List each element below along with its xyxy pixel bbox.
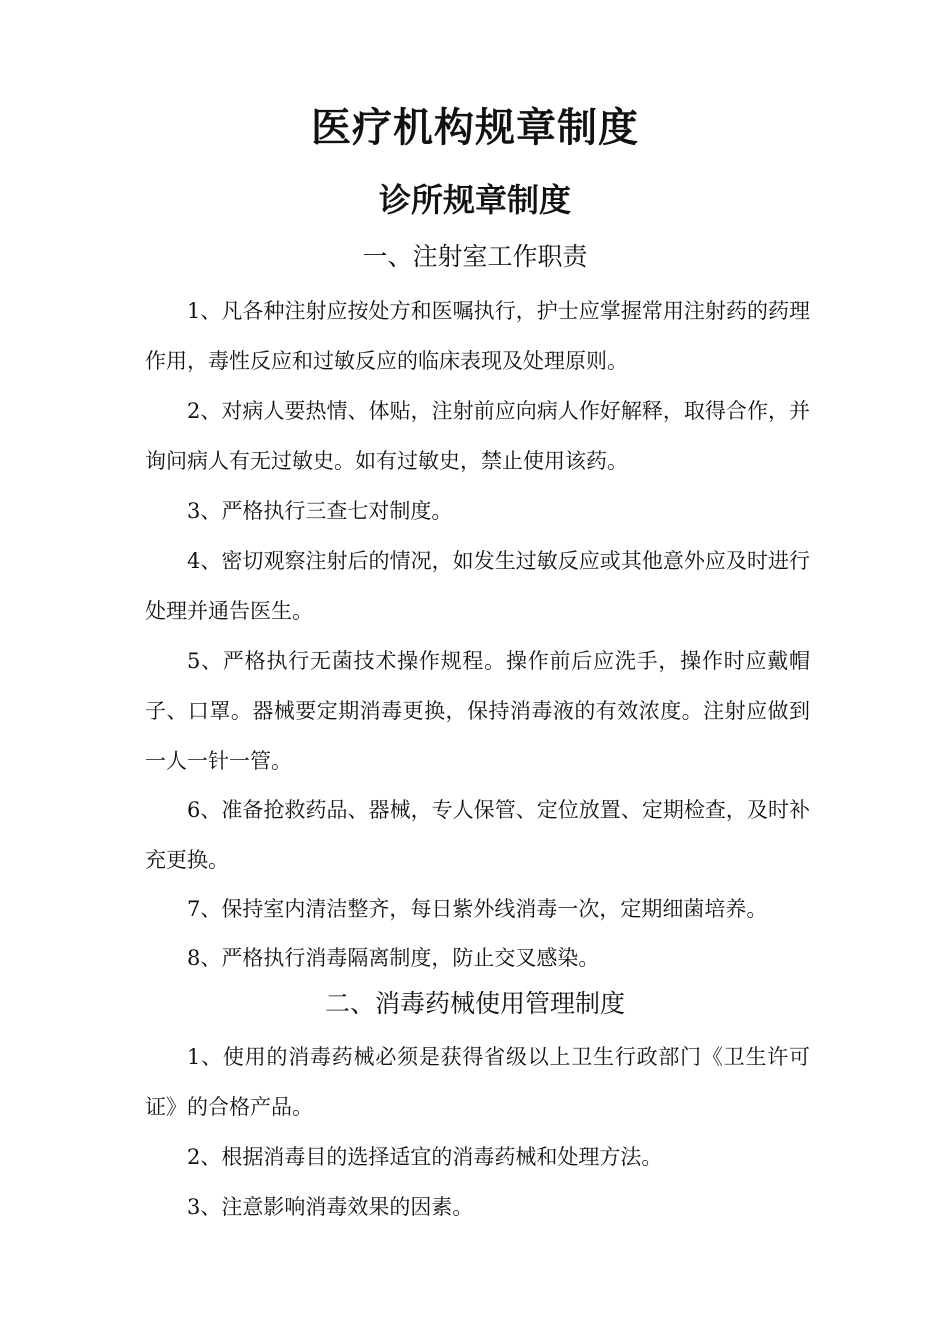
list-item: 2、对病人要热情、体贴，注射前应向病人作好解释，取得合作，并询问病人有无过敏史。如有过敏史，禁止使用该药。 xyxy=(145,399,810,473)
document-subtitle: 诊所规章制度 xyxy=(378,181,571,219)
list-item: 5、严格执行无菌技术操作规程。操作前后应洗手，操作时应戴帽子、口罩。器械要定期消毒更换，保持消毒液的有效浓度。注射应做到一人一针一管。 xyxy=(145,649,810,773)
document-title: 医疗机构规章制度 xyxy=(311,104,639,151)
list-item: 4、密切观察注射后的情况，如发生过敏反应或其他意外应及时进行处理并通告医生。 xyxy=(145,549,810,623)
list-item: 1、使用的消毒药械必须是获得省级以上卫生行政部门《卫生许可证》的合格产品。 xyxy=(145,1045,810,1119)
list-item: 8、严格执行消毒隔离制度，防止交叉感染。 xyxy=(187,946,600,970)
list-item: 1、凡各种注射应按处方和医嘱执行，护士应掌握常用注射药的药理作用，毒性反应和过敏反应的临床表现及处理原则。 xyxy=(145,299,810,373)
list-item: 3、严格执行三查七对制度。 xyxy=(187,499,453,523)
section-heading-injection-room: 一、注射室工作职责 xyxy=(362,242,588,271)
list-item: 6、准备抢救药品、器械，专人保管、定位放置、定期检查，及时补充更换。 xyxy=(145,798,810,872)
list-item: 7、保持室内清洁整齐，每日紫外线消毒一次，定期细菌培养。 xyxy=(187,897,768,921)
list-item: 3、注意影响消毒效果的因素。 xyxy=(187,1195,474,1219)
section-heading-disinfection: 二、消毒药械使用管理制度 xyxy=(324,989,625,1018)
list-item: 2、根据消毒目的选择适宜的消毒药械和处理方法。 xyxy=(187,1145,663,1169)
